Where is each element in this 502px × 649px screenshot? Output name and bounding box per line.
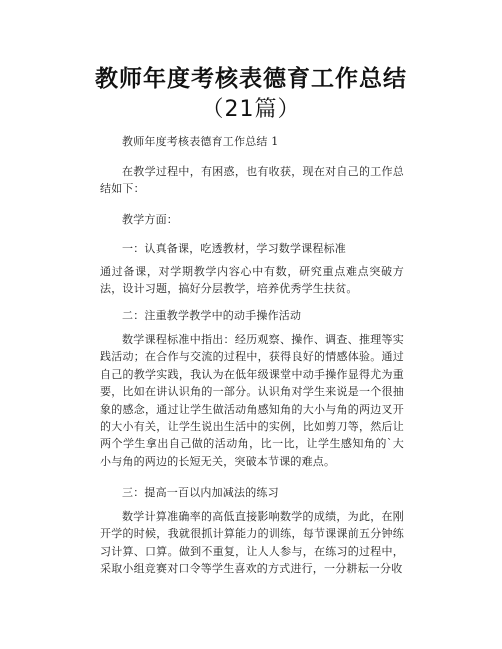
document-title: 教师年度考核表德育工作总结 [95, 66, 407, 92]
paragraph: 在教学过程中，有困惑，也有收获，现在对自己的工作总结如下： [100, 165, 404, 196]
paragraph: 通过备课，对学期教学内容心中有数，研究重点难点突破方法，设计习题，搞好分层教学，培养优秀学生扶贫。 [100, 265, 404, 296]
paragraph: 数学计算准确率的高低直接影响数学的成绩，为此，在刚开学的时候，我就很抓计算能力的训练，每节课课前五分钟练习计算、口算。做到不重复，让人人参与，在练习的过程中，采取小组竞赛对口令等学生喜欢的方式进行，一分耕耘一分收 [100, 510, 404, 576]
subheading: 二：注重教学教学中的动手操作活动 [122, 309, 302, 322]
subheading: 三：提高一百以内加减法的练习 [122, 486, 279, 499]
subheading: 一：认真备课，吃透教材，学习数学课程标准 [122, 242, 346, 255]
paragraph: 教学方面： [122, 213, 178, 226]
paragraph: 数学课程标准中指出：经历观察、操作、调查、推理等实践活动；在合作与交流的过程中，获得良好的情感体验。通过自己的教学实践，我认为在低年级课堂中动手操作显得尤为重要，比如在讲认识角的一部分。认识角对学生来说是一个很抽象的感念，通过让学生做活动角感知角的大小与角的两边叉开的大小有关，让学生说出生活中的实例，比如剪刀等，然后让两个学生拿出自己做的活动角，比一比，让学生感知角的`大小与角的两边的长短无关，突破本节课的难点。 [100, 333, 404, 468]
document-title-count: （21篇） [201, 97, 301, 122]
section-heading: 教师年度考核表德育工作总结 1 [122, 135, 279, 148]
